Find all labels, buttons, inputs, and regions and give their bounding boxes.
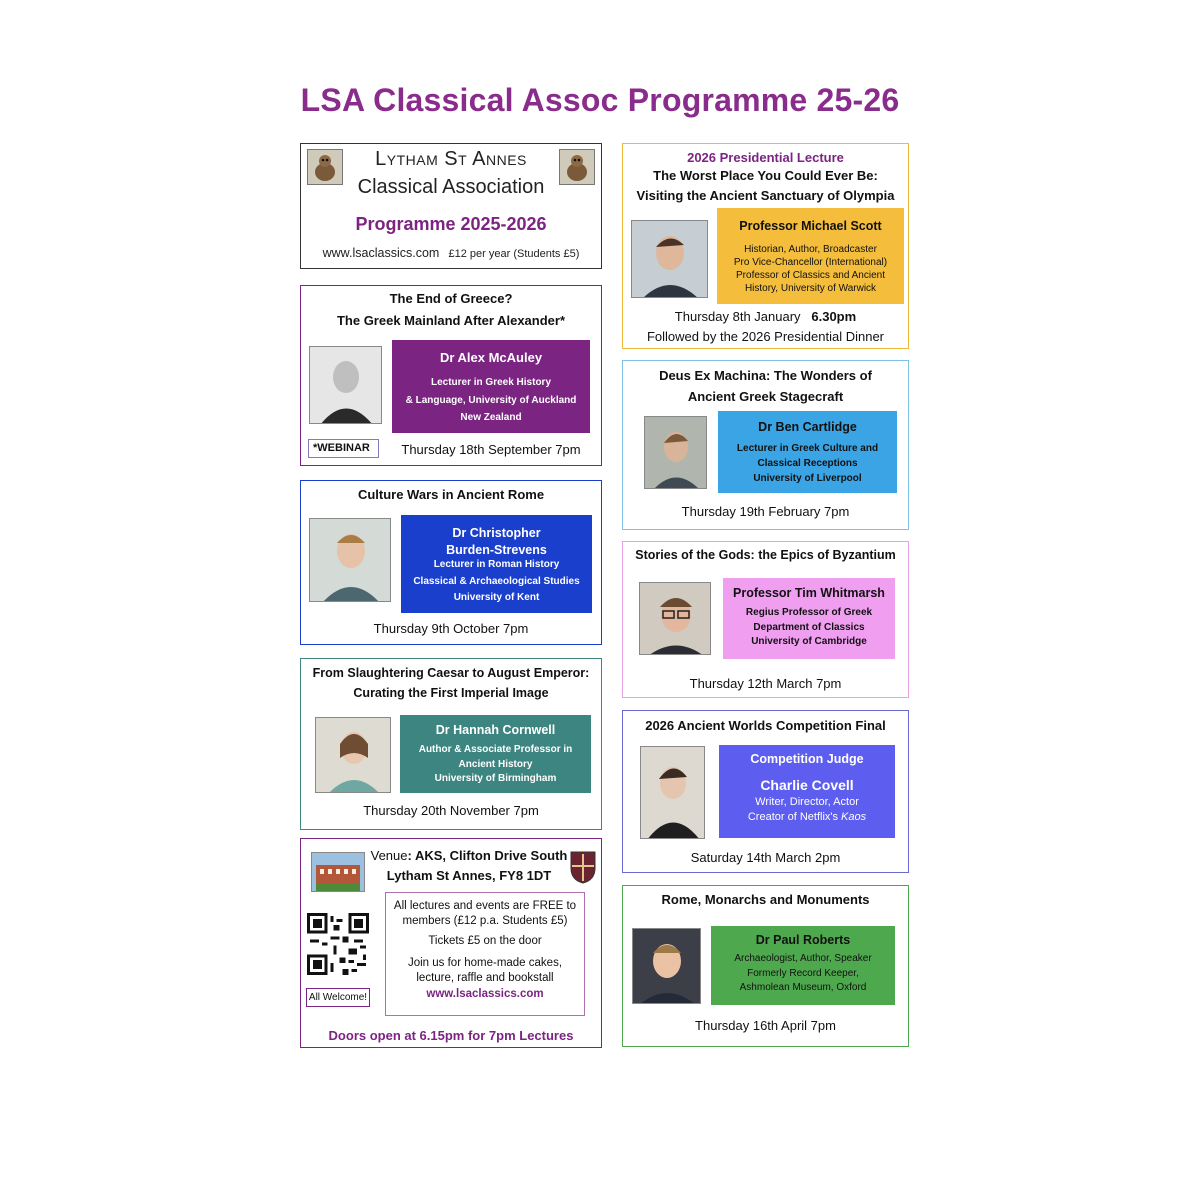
- speaker-panel: [401, 515, 592, 613]
- event-card-olympia: [622, 143, 909, 349]
- speaker-name: Charlie Covell: [760, 777, 854, 793]
- speaker-desc: Author & Associate Professor in: [418, 744, 573, 755]
- header-line2: Classical Association: [357, 176, 545, 198]
- venue-box: [300, 838, 602, 1048]
- venue-info-line: lecture, raffle and bookstall: [416, 972, 554, 984]
- venue-info-box: [385, 892, 585, 1016]
- venue-address-line2: Lytham St Annes, FY8 1DT: [386, 868, 552, 883]
- speaker-desc: University of Kent: [453, 592, 540, 603]
- speaker-desc: University of Liverpool: [753, 473, 862, 484]
- event-card-greece: [300, 285, 602, 466]
- speaker-name: Dr Christopher: [452, 526, 541, 540]
- speaker-desc: Writer, Director, Actor: [755, 796, 859, 808]
- venue-website-link[interactable]: www.lsaclassics.com: [426, 988, 544, 1000]
- speaker-photo: [309, 518, 391, 602]
- qr-code[interactable]: [306, 913, 370, 975]
- event-date-time: 6.30pm: [811, 309, 857, 324]
- event-card-gods: [622, 541, 909, 698]
- page-title: LSA Classical Assoc Programme 25-26: [300, 82, 900, 118]
- judge-role: Competition Judge: [750, 752, 864, 766]
- header-programme: Programme 2025-2026: [355, 214, 547, 234]
- event-date: Saturday 14th March 2pm: [690, 850, 841, 865]
- speaker-desc: Regius Professor of Greek: [745, 607, 873, 618]
- event-title: Curating the First Imperial Image: [353, 686, 549, 700]
- venue-info-line: Join us for home-made cakes,: [407, 957, 563, 969]
- event-title: Rome, Monarchs and Monuments: [661, 892, 870, 907]
- speaker-desc: History, University of Warwick: [744, 283, 877, 294]
- speaker-desc: Historian, Author, Broadcaster: [744, 244, 877, 255]
- speaker-desc: Lecturer in Greek Culture and: [736, 443, 879, 454]
- speaker-panel: [723, 578, 895, 659]
- header-fee: £12 per year (Students £5): [448, 248, 580, 260]
- event-card-rome: [300, 480, 602, 645]
- speaker-photo: [639, 582, 711, 655]
- event-date: Thursday 12th March 7pm: [689, 676, 842, 691]
- speaker-name: Dr Hannah Cornwell: [435, 723, 556, 737]
- speaker-desc: Department of Classics: [753, 621, 865, 633]
- event-card-competition: [622, 710, 909, 873]
- header-box: [300, 143, 602, 269]
- event-title: The Worst Place You Could Ever Be:: [653, 168, 878, 183]
- doors-open-note: Doors open at 6.15pm for 7pm Lectures: [328, 1028, 574, 1043]
- event-date: Thursday 16th April 7pm: [695, 1018, 836, 1033]
- event-date: Thursday 20th November 7pm: [363, 803, 539, 818]
- speaker-panel: [392, 340, 590, 433]
- school-crest-icon: [569, 850, 597, 884]
- event-date: Thursday 18th September 7pm: [401, 442, 581, 457]
- event-title: Visiting the Ancient Sanctuary of Olympia: [636, 188, 895, 203]
- speaker-photo: [631, 220, 708, 298]
- speaker-name: Professor Michael Scott: [739, 219, 882, 233]
- speaker-photo: [309, 346, 382, 424]
- event-title: Stories of the Gods: the Epics of Byzantium: [635, 548, 896, 562]
- event-date: [623, 309, 908, 324]
- event-date: Thursday 9th October 7pm: [373, 621, 529, 636]
- speaker-panel: [719, 745, 895, 838]
- speaker-photo: [632, 928, 701, 1004]
- event-card-monarchs: [622, 885, 909, 1047]
- venue-label: Venue: [370, 848, 408, 863]
- header-line1: Lytham St Annes: [375, 148, 527, 170]
- speaker-desc: New Zealand: [460, 412, 522, 423]
- speaker-panel: [400, 715, 591, 793]
- event-title: Deus Ex Machina: The Wonders of: [659, 368, 872, 383]
- event-title: Ancient Greek Stagecraft: [687, 389, 844, 404]
- speaker-desc: Archaeologist, Author, Speaker: [734, 953, 872, 964]
- event-date: Thursday 19th February 7pm: [681, 504, 850, 519]
- speaker-desc: Formerly Record Keeper,: [747, 967, 859, 979]
- header-website[interactable]: www.lsaclassics.com: [322, 246, 440, 260]
- speaker-name: Burden-Strevens: [446, 543, 547, 557]
- show-title: Kaos: [841, 810, 867, 823]
- speaker-desc: Lecturer in Greek History: [430, 377, 552, 388]
- event-title: Culture Wars in Ancient Rome: [357, 487, 545, 502]
- speaker-desc: University of Birmingham: [434, 773, 557, 784]
- speaker-name: Professor Tim Whitmarsh: [733, 586, 885, 600]
- event-title: From Slaughtering Caesar to August Emperor:: [312, 666, 590, 680]
- venue-address: : AKS, Clifton Drive South: [407, 848, 568, 863]
- event-title: 2026 Ancient Worlds Competition Final: [645, 718, 886, 733]
- speaker-photo: [644, 416, 707, 489]
- venue-info-line: members (£12 p.a. Students £5): [402, 915, 568, 927]
- speaker-panel: [717, 208, 904, 304]
- webinar-tag: *WEBINAR: [308, 439, 379, 458]
- event-date-day: Thursday 8th January: [674, 309, 801, 324]
- venue-info-line: Tickets £5 on the door: [428, 935, 542, 947]
- speaker-desc: Ashmolean Museum, Oxford: [739, 982, 867, 993]
- event-note: Followed by the 2026 Presidential Dinner: [646, 329, 885, 344]
- speaker-name: Dr Alex McAuley: [439, 350, 543, 365]
- event-title: The Greek Mainland After Alexander*: [336, 313, 566, 328]
- speaker-photo: [315, 717, 391, 793]
- speaker-desc: Pro Vice-Chancellor (International): [733, 257, 888, 268]
- speaker-desc: Classical Receptions: [757, 457, 858, 469]
- event-title: The End of Greece?: [389, 291, 513, 306]
- speaker-name: Dr Ben Cartlidge: [758, 420, 857, 434]
- speaker-desc: University of Cambridge: [751, 636, 867, 647]
- event-card-deus: [622, 360, 909, 530]
- speaker-desc: Classical & Archaeological Studies: [413, 575, 580, 587]
- all-welcome-badge: All Welcome!: [306, 988, 370, 1007]
- speaker-desc: Ancient History: [458, 758, 533, 770]
- speaker-panel: [718, 411, 897, 493]
- speaker-desc: & Language, University of Auckland: [405, 394, 577, 406]
- speaker-desc: Lecturer in Roman History: [433, 559, 560, 570]
- event-kicker: 2026 Presidential Lecture: [687, 150, 844, 165]
- speaker-name: Dr Paul Roberts: [755, 933, 851, 947]
- speaker-panel: [711, 926, 895, 1005]
- venue-building-image: [311, 852, 365, 892]
- speaker-desc: Creator of Netflix's: [747, 810, 842, 823]
- venue-info-line: All lectures and events are FREE to: [393, 900, 577, 912]
- event-card-caesar: [300, 658, 602, 830]
- speaker-photo: [640, 746, 705, 839]
- speaker-desc: Professor of Classics and Ancient: [736, 270, 885, 281]
